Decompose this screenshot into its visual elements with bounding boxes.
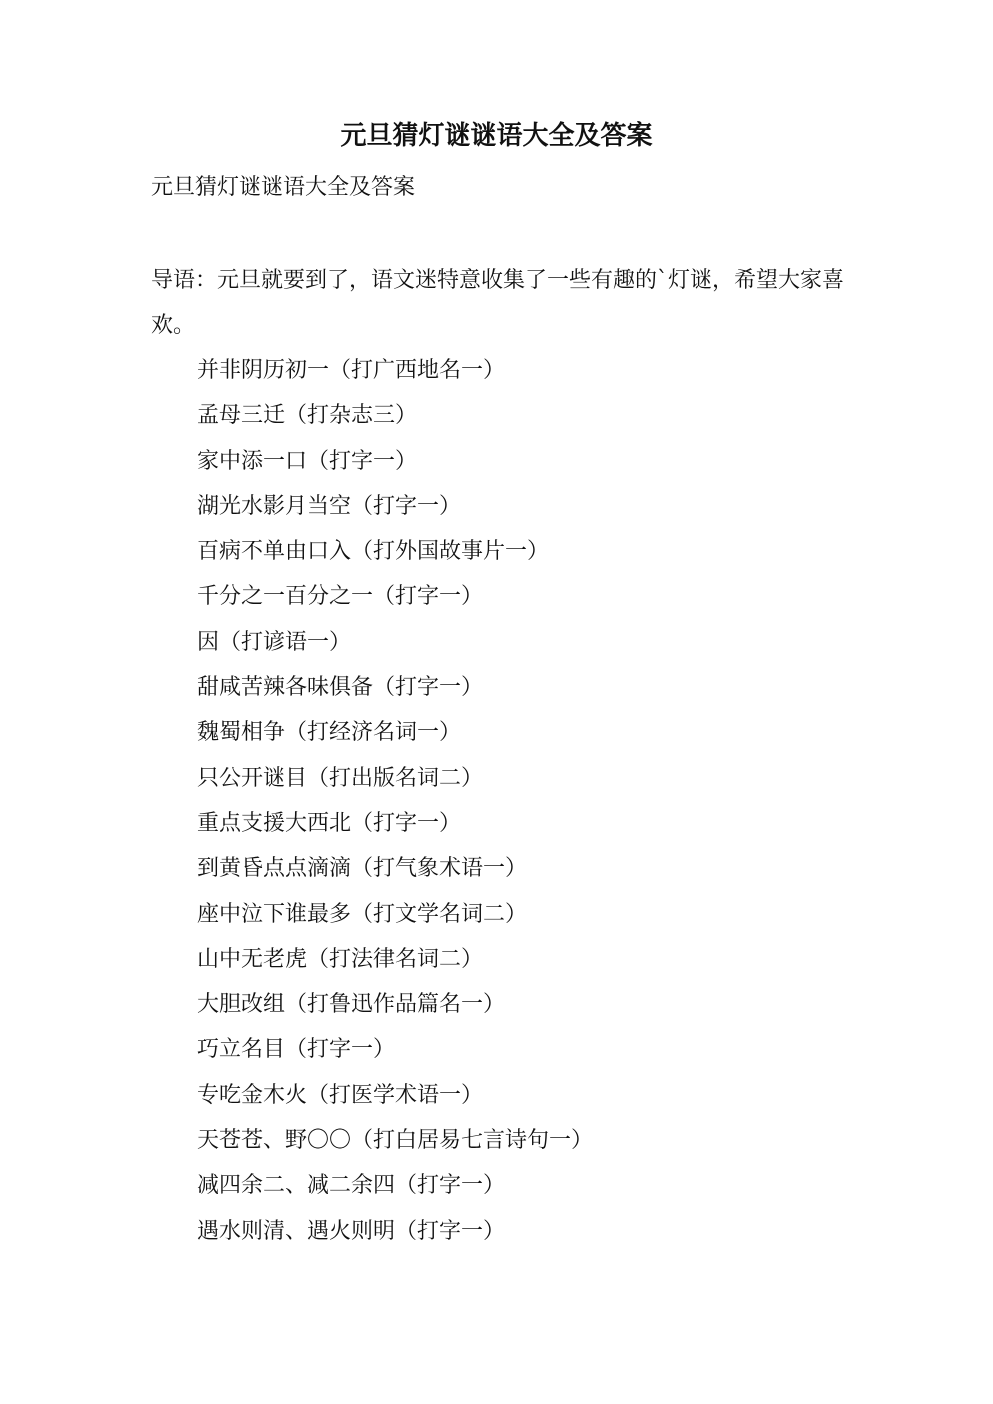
riddle-list xyxy=(197,348,593,1254)
document-title: 元旦猜灯谜谜语大全及答案 xyxy=(340,121,653,151)
riddle-item: 湖光水影月当空（打字一） xyxy=(197,493,462,519)
riddle-item: 家中添一口（打字一） xyxy=(197,448,418,474)
riddle-item: 只公开谜目（打出版名词二） xyxy=(197,765,484,791)
document-subtitle: 元旦猜灯谜谜语大全及答案 xyxy=(151,175,416,200)
riddle-item: 巧立名目（打字一） xyxy=(197,1037,396,1063)
riddle-item: 山中无老虎（打法律名词二） xyxy=(197,946,484,972)
riddle-item: 并非阴历初一（打广西地名一） xyxy=(197,358,506,383)
riddle-item: 孟母三迁（打杂志三） xyxy=(197,403,418,429)
riddle-item: 座中泣下谁最多（打文学名词二） xyxy=(197,901,528,927)
intro-paragraph: 导语：元旦就要到了，语文迷特意收集了一些有趣的`灯谜，希望大家喜欢。 xyxy=(151,268,845,338)
riddle-item: 大胆改组（打鲁迅作品篇名一） xyxy=(197,992,506,1018)
riddle-item: 因（打谚语一） xyxy=(197,629,352,655)
riddle-item: 天苍苍、野〇〇（打白居易七言诗句一） xyxy=(197,1128,594,1154)
riddle-item: 甜咸苦辣各味俱备（打字一） xyxy=(197,675,484,701)
riddle-item: 减四余二、减二余四（打字一） xyxy=(197,1173,506,1199)
riddle-item: 魏蜀相争（打经济名词一） xyxy=(197,720,462,746)
riddle-item: 遇水则清、遇火则明（打字一） xyxy=(197,1218,506,1244)
riddle-item: 千分之一百分之一（打字一） xyxy=(197,584,484,610)
riddle-item: 到黄昏点点滴滴（打气象术语一） xyxy=(197,856,528,882)
riddle-item: 百病不单由口入（打外国故事片一） xyxy=(197,539,550,565)
riddle-item: 专吃金木火（打医学术语一） xyxy=(197,1082,484,1108)
riddle-item: 重点支援大西北（打字一） xyxy=(197,810,462,836)
